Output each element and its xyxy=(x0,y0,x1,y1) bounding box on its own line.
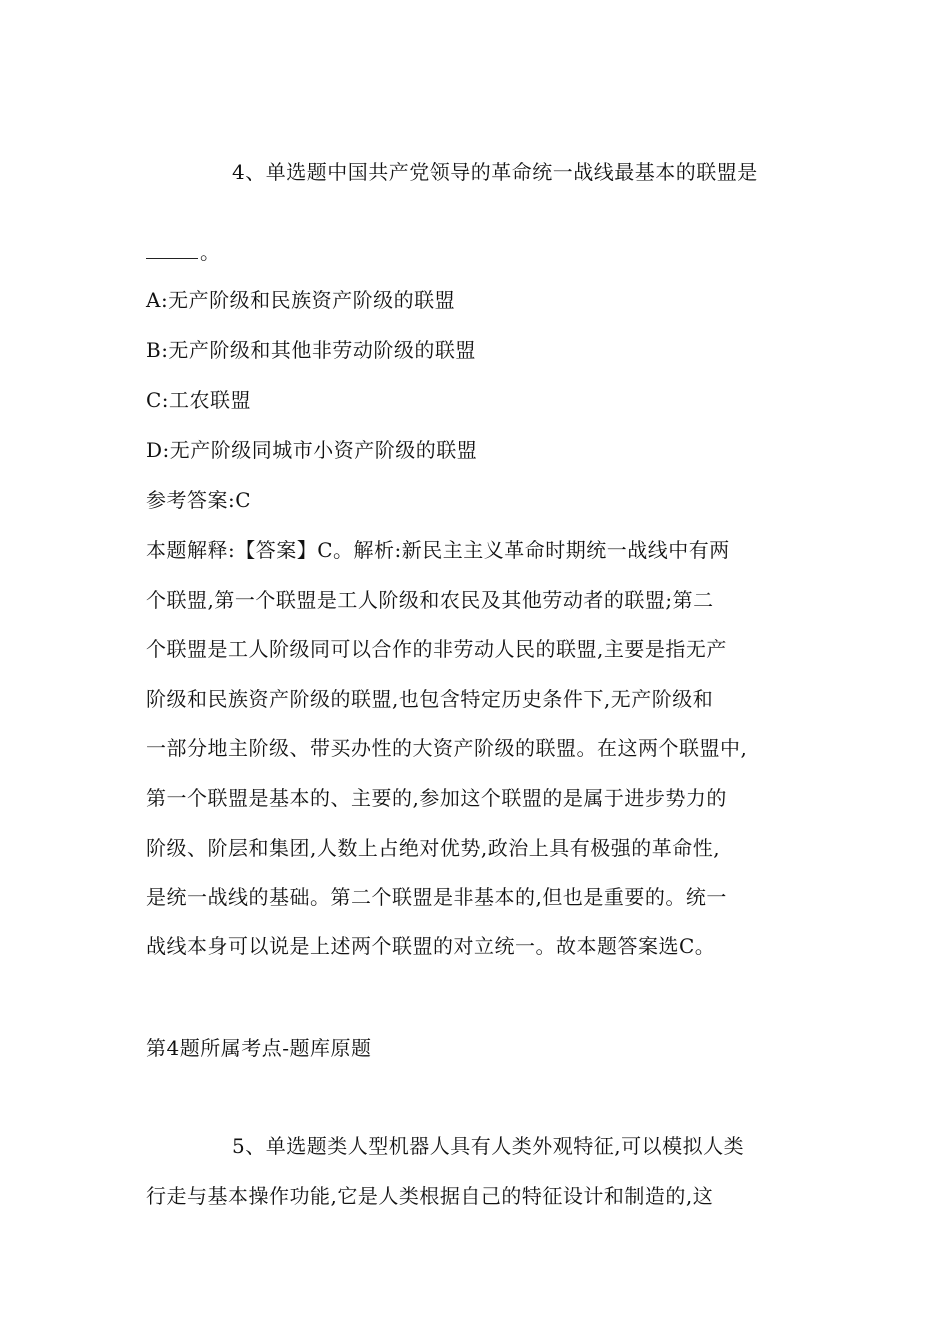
q4-explanation-line-5: 一部分地主阶级、带买办性的大资产阶级的联盟。在这两个联盟中, xyxy=(146,736,748,760)
q4-explanation-line-7: 阶级、阶层和集团,人数上占绝对优势,政治上具有极强的革命性, xyxy=(146,836,721,860)
q4-explanation-line-6: 第一个联盟是基本的、主要的,参加这个联盟的是属于进步势力的 xyxy=(146,786,727,810)
q4-explanation-line-9: 战线本身可以说是上述两个联盟的对立统一。故本题答案选C。 xyxy=(146,934,716,958)
q5-stem-line-2: 行走与基本操作功能,它是人类根据自己的特征设计和制造的,这 xyxy=(146,1184,714,1208)
q4-stem-line-1: 4、单选题中国共产党领导的革命统一战线最基本的联盟是 xyxy=(232,160,758,184)
q4-explanation-line-2: 个联盟,第一个联盟是工人阶级和农民及其他劳动者的联盟;第二 xyxy=(146,588,714,612)
q4-answer: 参考答案:C xyxy=(146,488,252,512)
q4-stem-end: 。 xyxy=(200,240,221,264)
q5-stem-line-1: 5、单选题类人型机器人具有人类外观特征,可以模拟人类 xyxy=(232,1134,745,1158)
q4-stem-line-2 xyxy=(146,237,221,267)
q4-explanation-line-4: 阶级和民族资产阶级的联盟,也包含特定历史条件下,无产阶级和 xyxy=(146,687,714,711)
q4-option-c: C:工农联盟 xyxy=(146,388,252,412)
q4-explanation-line-1: 本题解释:【答案】C。解析:新民主主义革命时期统一战线中有两 xyxy=(146,538,730,562)
q4-option-a: A:无产阶级和民族资产阶级的联盟 xyxy=(146,288,456,312)
q4-explanation-line-8: 是统一战线的基础。第二个联盟是非基本的,但也是重要的。统一 xyxy=(146,885,727,909)
q4-topic: 第4题所属考点-题库原题 xyxy=(146,1036,372,1060)
answer-blank xyxy=(146,241,198,259)
q4-explanation-line-3: 个联盟是工人阶级同可以合作的非劳动人民的联盟,主要是指无产 xyxy=(146,637,727,661)
q4-option-b: B:无产阶级和其他非劳动阶级的联盟 xyxy=(146,338,476,362)
q4-option-d: D:无产阶级同城市小资产阶级的联盟 xyxy=(146,438,478,462)
